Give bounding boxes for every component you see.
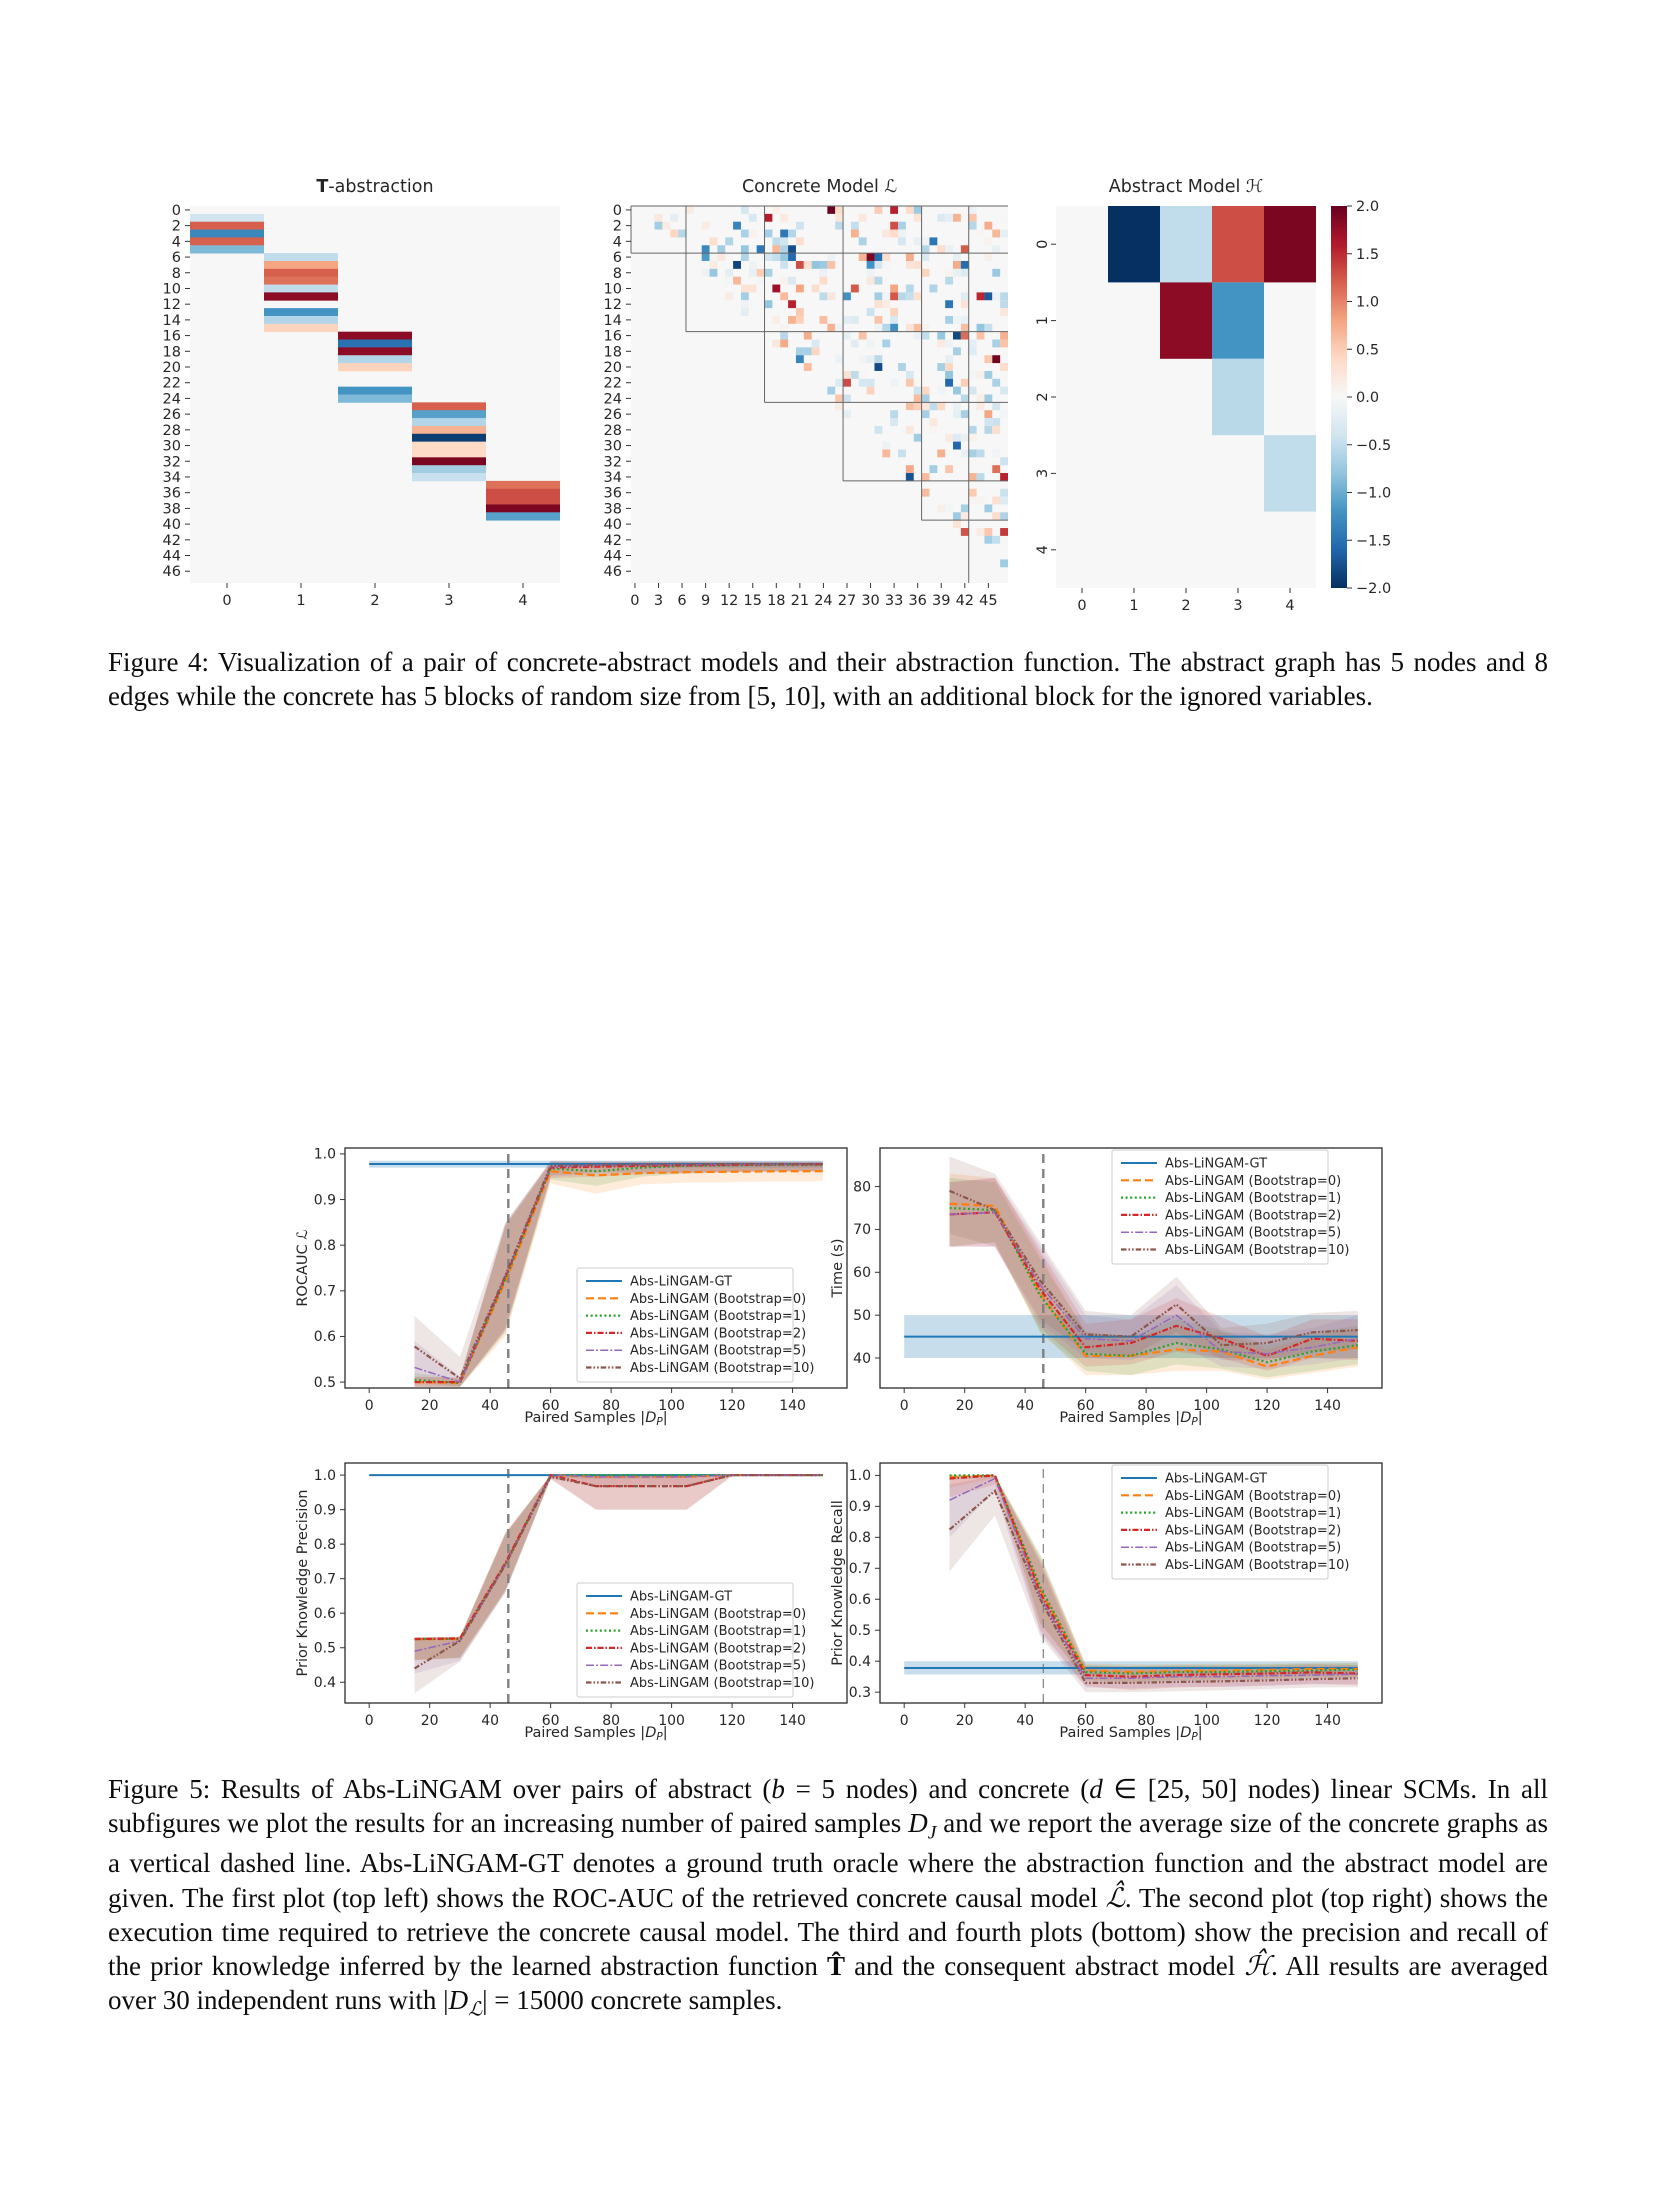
legend-label: Abs-LiNGAM (Bootstrap=10) bbox=[1165, 1243, 1350, 1258]
svg-text:44: 44 bbox=[162, 548, 181, 565]
svg-text:1: 1 bbox=[1129, 598, 1139, 614]
x-axis-label: Paired Samples $|D_P|$ bbox=[524, 1725, 668, 1743]
svg-text:0.0: 0.0 bbox=[1356, 390, 1380, 406]
svg-text:28: 28 bbox=[162, 422, 181, 439]
svg-text:60: 60 bbox=[1076, 1398, 1095, 1414]
svg-text:0: 0 bbox=[364, 1398, 374, 1414]
t-cell bbox=[264, 269, 338, 277]
svg-text:4: 4 bbox=[612, 234, 622, 251]
rocauc-plot bbox=[287, 1081, 867, 1436]
svg-text:32: 32 bbox=[162, 454, 181, 471]
y-axis-label: Time (s) bbox=[830, 1238, 846, 1298]
svg-text:38: 38 bbox=[162, 501, 181, 518]
svg-text:60: 60 bbox=[853, 1265, 871, 1282]
svg-text:0.7: 0.7 bbox=[313, 1571, 336, 1588]
caption-segment: . All results are averaged over 30 independent runs with | bbox=[108, 1951, 1548, 2016]
abstract-cell bbox=[1160, 206, 1212, 282]
legend-label: Abs-LiNGAM (Bootstrap=0) bbox=[630, 1606, 807, 1622]
svg-text:38: 38 bbox=[603, 501, 622, 518]
t-cell bbox=[264, 285, 338, 293]
t-cell bbox=[338, 332, 412, 340]
svg-text:0.5: 0.5 bbox=[313, 1640, 336, 1657]
recall-plot bbox=[822, 1396, 1402, 1751]
legend-label: Abs-LiNGAM (Bootstrap=1) bbox=[630, 1309, 807, 1325]
svg-text:6: 6 bbox=[171, 250, 181, 267]
svg-text:50: 50 bbox=[853, 1307, 871, 1324]
legend-label: Abs-LiNGAM-GT bbox=[630, 1274, 733, 1290]
t-cell bbox=[190, 245, 264, 253]
svg-text:−0.5: −0.5 bbox=[1356, 437, 1392, 454]
precision-plot bbox=[287, 1396, 867, 1751]
caption-segment: Figure 5: Results of Abs-LiNGAM over pairs of abstract ( bbox=[108, 1774, 772, 1804]
t-cell bbox=[486, 481, 560, 489]
t-cell bbox=[264, 316, 338, 324]
svg-text:8: 8 bbox=[171, 265, 181, 282]
svg-text:22: 22 bbox=[162, 375, 181, 392]
x-axis-label: Paired Samples $|D_P|$ bbox=[1059, 1725, 1203, 1743]
legend-label: Abs-LiNGAM (Bootstrap=0) bbox=[630, 1291, 807, 1307]
caption-segment: ℋ̂ bbox=[1244, 1951, 1272, 1982]
svg-text:3: 3 bbox=[653, 593, 664, 609]
svg-text:0.9: 0.9 bbox=[313, 1192, 336, 1209]
svg-text:24: 24 bbox=[603, 391, 622, 408]
svg-text:6: 6 bbox=[612, 250, 622, 267]
svg-text:80: 80 bbox=[853, 1179, 871, 1196]
time-svg bbox=[822, 1081, 1402, 1431]
t-cell bbox=[412, 442, 486, 450]
svg-text:44: 44 bbox=[603, 548, 622, 565]
t-cell bbox=[264, 292, 338, 300]
svg-text:20: 20 bbox=[420, 1398, 439, 1414]
svg-text:−1.0: −1.0 bbox=[1356, 485, 1392, 502]
svg-text:3: 3 bbox=[444, 593, 454, 609]
svg-text:18: 18 bbox=[603, 344, 622, 361]
precision-svg bbox=[287, 1396, 867, 1746]
legend bbox=[1112, 1465, 1349, 1579]
caption-segment: D bbox=[448, 1985, 469, 2016]
svg-text:28: 28 bbox=[603, 422, 622, 439]
svg-text:46: 46 bbox=[162, 564, 181, 581]
legend-label: Abs-LiNGAM (Bootstrap=0) bbox=[1165, 1173, 1342, 1189]
t-cell bbox=[190, 222, 264, 230]
svg-text:100: 100 bbox=[658, 1398, 685, 1414]
svg-text:20: 20 bbox=[162, 360, 181, 377]
legend-label: Abs-LiNGAM-GT bbox=[630, 1589, 733, 1605]
x-axis-label: Paired Samples $|D_P|$ bbox=[524, 1410, 668, 1428]
t-abstraction-title: T-abstraction bbox=[316, 177, 434, 197]
svg-text:60: 60 bbox=[541, 1713, 560, 1729]
svg-text:36: 36 bbox=[603, 485, 622, 502]
svg-text:0.5: 0.5 bbox=[1356, 342, 1380, 359]
svg-text:70: 70 bbox=[853, 1222, 871, 1239]
y-axis-label: Prior Knowledge Precision bbox=[295, 1489, 311, 1677]
svg-text:34: 34 bbox=[162, 469, 181, 486]
svg-text:0.5: 0.5 bbox=[313, 1374, 336, 1391]
svg-text:20: 20 bbox=[420, 1713, 439, 1729]
caption-segment: ∈ [25, 50] nodes) linear SCMs. In all subfigures we plot the results for an increasing number of paired samples bbox=[108, 1774, 1548, 1839]
legend bbox=[1112, 1150, 1349, 1264]
legend-label: Abs-LiNGAM-GT bbox=[1165, 1471, 1268, 1487]
abstract-title: Abstract Model ℋ bbox=[1108, 177, 1264, 197]
svg-text:1.0: 1.0 bbox=[848, 1468, 871, 1485]
svg-text:1: 1 bbox=[1035, 315, 1051, 326]
svg-text:120: 120 bbox=[718, 1713, 746, 1729]
svg-text:100: 100 bbox=[658, 1713, 685, 1729]
svg-text:0.6: 0.6 bbox=[313, 1606, 336, 1623]
svg-text:16: 16 bbox=[603, 328, 622, 345]
recall-svg bbox=[822, 1396, 1402, 1746]
svg-text:0.8: 0.8 bbox=[313, 1536, 336, 1553]
svg-text:36: 36 bbox=[908, 593, 927, 609]
legend-label: Abs-LiNGAM (Bootstrap=2) bbox=[630, 1326, 807, 1342]
legend-label: Abs-LiNGAM (Bootstrap=5) bbox=[630, 1343, 807, 1359]
svg-text:3: 3 bbox=[1233, 598, 1243, 614]
svg-text:0.3: 0.3 bbox=[848, 1684, 871, 1701]
legend-label: Abs-LiNGAM (Bootstrap=5) bbox=[1165, 1225, 1342, 1241]
figure4-caption bbox=[108, 645, 1548, 714]
t-cell bbox=[486, 489, 560, 497]
svg-text:0.7: 0.7 bbox=[848, 1561, 871, 1578]
y-axis-label: ROCAUC ℒ bbox=[295, 1229, 311, 1307]
t-cell bbox=[412, 465, 486, 473]
svg-text:2: 2 bbox=[612, 218, 622, 235]
svg-text:120: 120 bbox=[718, 1398, 746, 1414]
svg-text:0: 0 bbox=[612, 202, 622, 219]
svg-text:0: 0 bbox=[222, 593, 232, 609]
svg-text:26: 26 bbox=[162, 407, 181, 424]
svg-text:30: 30 bbox=[603, 438, 622, 455]
svg-text:20: 20 bbox=[603, 360, 622, 377]
t-cell bbox=[338, 347, 412, 355]
t-cell bbox=[412, 434, 486, 442]
t-cell bbox=[190, 230, 264, 238]
svg-text:0.8: 0.8 bbox=[313, 1237, 336, 1254]
abstract-model-svg bbox=[1018, 136, 1518, 636]
legend-label: Abs-LiNGAM (Bootstrap=10) bbox=[1165, 1558, 1350, 1573]
concrete-model-heatmap bbox=[588, 136, 1030, 641]
legend-label: Abs-LiNGAM (Bootstrap=2) bbox=[1165, 1523, 1342, 1539]
t-cell bbox=[412, 426, 486, 434]
svg-text:9: 9 bbox=[700, 593, 711, 609]
t-cell bbox=[412, 418, 486, 426]
caption-segment: and the consequent abstract model bbox=[844, 1951, 1245, 1982]
concrete-model-svg bbox=[588, 136, 1030, 636]
svg-text:4: 4 bbox=[518, 593, 528, 609]
svg-text:3: 3 bbox=[1035, 468, 1051, 479]
abstract-model-heatmap bbox=[1018, 136, 1518, 641]
t-abstraction-heatmap bbox=[120, 136, 590, 641]
svg-text:140: 140 bbox=[779, 1713, 806, 1729]
caption-segment: and we report the average size of the concrete graphs as a vertical dashed line. Abs-LiNGAM-GT denotes a ground truth oracle where the abstraction function and the abstract model are given. The first plot (top left) shows the ROC-AUC of the retrieved concrete causal model bbox=[108, 1808, 1549, 1913]
svg-text:16: 16 bbox=[162, 328, 181, 345]
svg-text:1.0: 1.0 bbox=[313, 1467, 336, 1484]
t-cell bbox=[412, 402, 486, 410]
abstract-cell bbox=[1264, 206, 1316, 282]
t-cell bbox=[338, 363, 412, 371]
t-cell bbox=[264, 277, 338, 285]
caption-segment: | = 15000 concrete samples. bbox=[482, 1985, 783, 2016]
svg-text:1.0: 1.0 bbox=[313, 1146, 336, 1163]
t-cell bbox=[338, 355, 412, 363]
legend-label: Abs-LiNGAM (Bootstrap=1) bbox=[1165, 1191, 1342, 1207]
t-cell bbox=[190, 237, 264, 245]
svg-text:0.4: 0.4 bbox=[848, 1653, 871, 1670]
svg-text:100: 100 bbox=[1193, 1713, 1220, 1729]
svg-text:14: 14 bbox=[162, 312, 181, 329]
svg-text:40: 40 bbox=[853, 1350, 871, 1367]
t-cell bbox=[486, 504, 560, 512]
t-cell bbox=[486, 497, 560, 505]
abstract-cell bbox=[1264, 435, 1316, 511]
legend-label: Abs-LiNGAM (Bootstrap=2) bbox=[1165, 1208, 1342, 1224]
svg-text:0.8: 0.8 bbox=[848, 1530, 871, 1547]
svg-text:10: 10 bbox=[603, 281, 622, 298]
t-cell bbox=[264, 308, 338, 316]
abstract-cell bbox=[1212, 359, 1264, 435]
figure5-caption bbox=[108, 1772, 1548, 2024]
svg-text:0.9: 0.9 bbox=[313, 1502, 336, 1519]
caption-segment: ℒ̂ bbox=[1105, 1882, 1125, 1913]
y-axis-label: Prior Knowledge Recall bbox=[830, 1500, 846, 1666]
svg-text:42: 42 bbox=[955, 593, 975, 609]
svg-text:80: 80 bbox=[1137, 1713, 1156, 1729]
svg-text:60: 60 bbox=[1076, 1713, 1095, 1729]
legend-label: Abs-LiNGAM (Bootstrap=0) bbox=[1165, 1488, 1342, 1504]
svg-text:4: 4 bbox=[171, 234, 181, 251]
svg-text:34: 34 bbox=[603, 469, 622, 486]
legend bbox=[577, 1268, 814, 1382]
svg-text:1.5: 1.5 bbox=[1356, 246, 1380, 263]
svg-text:14: 14 bbox=[603, 312, 622, 329]
svg-text:80: 80 bbox=[602, 1398, 621, 1414]
caption-segment: D bbox=[908, 1808, 928, 1839]
svg-text:120: 120 bbox=[1253, 1398, 1281, 1414]
caption-segment: b bbox=[771, 1774, 785, 1804]
t-cell bbox=[264, 324, 338, 332]
svg-text:12: 12 bbox=[162, 297, 181, 314]
abstract-cell bbox=[1212, 282, 1264, 358]
legend-label: Abs-LiNGAM (Bootstrap=5) bbox=[630, 1658, 807, 1674]
svg-text:4: 4 bbox=[1285, 598, 1295, 614]
svg-text:0.9: 0.9 bbox=[848, 1499, 871, 1516]
svg-text:30: 30 bbox=[861, 593, 880, 609]
svg-text:36: 36 bbox=[162, 485, 181, 502]
svg-text:18: 18 bbox=[767, 593, 786, 609]
svg-text:6: 6 bbox=[677, 593, 687, 609]
legend-label: Abs-LiNGAM (Bootstrap=1) bbox=[1165, 1506, 1342, 1522]
svg-text:10: 10 bbox=[162, 281, 181, 298]
t-cell bbox=[264, 253, 338, 261]
svg-text:40: 40 bbox=[481, 1713, 500, 1729]
svg-text:20: 20 bbox=[955, 1398, 974, 1414]
caption-segment: = 5 nodes) and concrete ( bbox=[784, 1774, 1090, 1804]
svg-text:12: 12 bbox=[603, 297, 622, 314]
svg-text:24: 24 bbox=[162, 391, 181, 408]
t-cell bbox=[338, 387, 412, 395]
abstract-cell bbox=[1212, 206, 1264, 282]
svg-text:12: 12 bbox=[719, 593, 739, 609]
caption-segment: T̂ bbox=[826, 1951, 845, 1982]
t-cell bbox=[190, 214, 264, 222]
legend bbox=[577, 1583, 814, 1697]
svg-text:2.0: 2.0 bbox=[1356, 199, 1380, 215]
t-cell bbox=[412, 473, 486, 481]
svg-text:2: 2 bbox=[370, 593, 380, 609]
svg-text:45: 45 bbox=[979, 593, 998, 609]
svg-text:1.0: 1.0 bbox=[1356, 294, 1380, 311]
t-cell bbox=[486, 512, 560, 520]
legend-label: Abs-LiNGAM-GT bbox=[1165, 1156, 1268, 1172]
abstract-cell bbox=[1160, 282, 1212, 358]
svg-text:2: 2 bbox=[171, 218, 181, 235]
svg-text:0.7: 0.7 bbox=[313, 1283, 336, 1300]
svg-text:40: 40 bbox=[603, 517, 622, 534]
svg-text:0.5: 0.5 bbox=[848, 1623, 871, 1640]
caption-segment: . The second plot (top right) shows the execution time required to retrieve the concrete causal model. The third and fourth plots (bottom) show the precision and recall of the prior knowledge inferred by the learned abstraction function bbox=[108, 1882, 1549, 1982]
t-cell bbox=[412, 449, 486, 457]
svg-text:30: 30 bbox=[162, 438, 181, 455]
time-plot bbox=[822, 1081, 1402, 1436]
svg-text:−2.0: −2.0 bbox=[1356, 581, 1392, 597]
svg-text:2: 2 bbox=[1035, 392, 1051, 402]
t-cell bbox=[338, 340, 412, 348]
svg-text:27: 27 bbox=[837, 593, 857, 609]
svg-text:8: 8 bbox=[612, 265, 622, 282]
x-axis-label: Paired Samples $|D_P|$ bbox=[1059, 1410, 1203, 1428]
t-cell bbox=[412, 457, 486, 465]
t-cell bbox=[412, 410, 486, 418]
svg-text:60: 60 bbox=[541, 1398, 560, 1414]
svg-text:0: 0 bbox=[630, 593, 640, 609]
svg-text:42: 42 bbox=[162, 532, 181, 549]
legend-label: Abs-LiNGAM (Bootstrap=10) bbox=[630, 1361, 815, 1376]
caption-segment: d bbox=[1089, 1774, 1103, 1804]
svg-text:33: 33 bbox=[884, 593, 904, 609]
svg-text:4: 4 bbox=[1035, 545, 1051, 555]
svg-text:0: 0 bbox=[899, 1713, 909, 1729]
svg-text:26: 26 bbox=[603, 407, 622, 424]
svg-text:1: 1 bbox=[296, 593, 306, 609]
svg-text:20: 20 bbox=[955, 1713, 974, 1729]
svg-text:100: 100 bbox=[1193, 1398, 1220, 1414]
svg-text:0.4: 0.4 bbox=[313, 1675, 336, 1692]
svg-text:40: 40 bbox=[481, 1398, 500, 1414]
legend-label: Abs-LiNGAM (Bootstrap=10) bbox=[630, 1676, 815, 1691]
svg-text:42: 42 bbox=[603, 532, 622, 549]
svg-text:0.6: 0.6 bbox=[848, 1592, 871, 1609]
svg-text:0: 0 bbox=[899, 1398, 909, 1414]
legend-label: Abs-LiNGAM (Bootstrap=1) bbox=[630, 1624, 807, 1640]
rocauc-svg bbox=[287, 1081, 867, 1431]
legend-label: Abs-LiNGAM (Bootstrap=5) bbox=[1165, 1540, 1342, 1556]
svg-text:2: 2 bbox=[1181, 598, 1191, 614]
svg-text:80: 80 bbox=[1137, 1398, 1156, 1414]
svg-text:15: 15 bbox=[743, 593, 762, 609]
svg-text:46: 46 bbox=[603, 564, 622, 581]
svg-text:40: 40 bbox=[162, 517, 181, 534]
svg-text:39: 39 bbox=[932, 593, 951, 609]
svg-text:32: 32 bbox=[603, 454, 622, 471]
svg-text:80: 80 bbox=[602, 1713, 621, 1729]
svg-text:24: 24 bbox=[814, 593, 833, 609]
svg-text:140: 140 bbox=[1314, 1398, 1341, 1414]
t-abstraction-svg bbox=[120, 136, 590, 636]
colorbar bbox=[1331, 206, 1347, 588]
caption-segment: ℒ bbox=[468, 1999, 483, 2021]
legend-label: Abs-LiNGAM (Bootstrap=2) bbox=[630, 1641, 807, 1657]
t-cell bbox=[264, 261, 338, 269]
svg-text:0: 0 bbox=[1077, 598, 1087, 614]
svg-text:0: 0 bbox=[364, 1713, 374, 1729]
svg-text:120: 120 bbox=[1253, 1713, 1281, 1729]
svg-text:21: 21 bbox=[790, 593, 810, 609]
t-cell bbox=[338, 395, 412, 403]
svg-text:0: 0 bbox=[1035, 239, 1051, 249]
caption-segment: Figure 4: Visualization of a pair of concrete-abstract models and their abstraction function. The abstract graph has 5 nodes and 8 edges while the concrete has 5 blocks of random size from [5, 10], with an additional block for the ignored variables. bbox=[108, 647, 1548, 712]
svg-text:40: 40 bbox=[1016, 1398, 1035, 1414]
caption-segment: J bbox=[927, 1822, 937, 1844]
svg-text:22: 22 bbox=[603, 375, 622, 392]
concrete-title: Concrete Model ℒ bbox=[741, 177, 898, 197]
svg-text:40: 40 bbox=[1016, 1713, 1035, 1729]
svg-text:0.6: 0.6 bbox=[313, 1329, 336, 1346]
svg-text:140: 140 bbox=[1314, 1713, 1341, 1729]
svg-text:0: 0 bbox=[171, 202, 181, 219]
svg-text:140: 140 bbox=[779, 1398, 806, 1414]
abstract-cell bbox=[1108, 206, 1160, 282]
svg-text:−1.5: −1.5 bbox=[1356, 533, 1392, 550]
svg-text:18: 18 bbox=[162, 344, 181, 361]
